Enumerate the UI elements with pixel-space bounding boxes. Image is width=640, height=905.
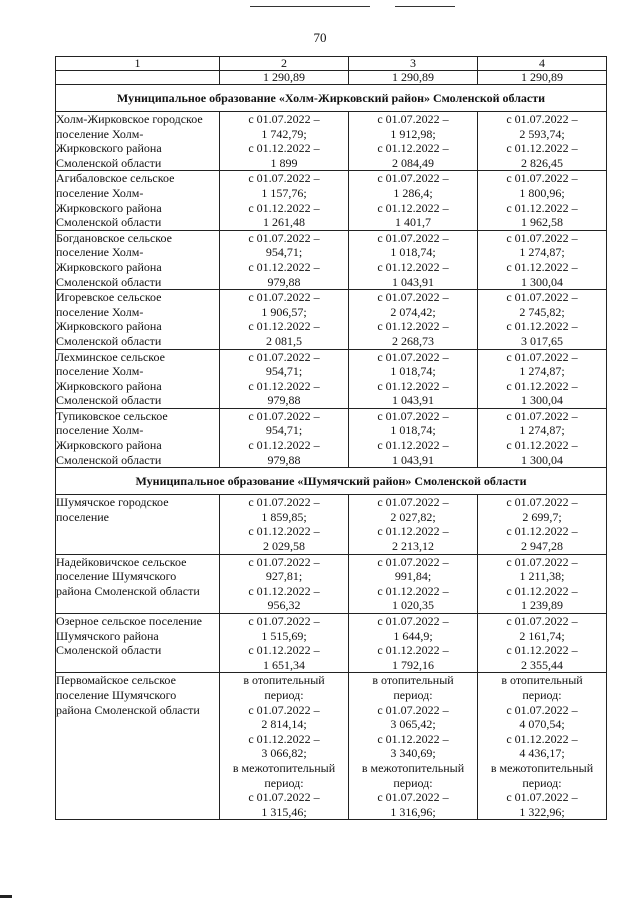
carryover-value-2: 1 290,89 [220,71,349,85]
cell-line: 1 644,9; [393,628,433,643]
cell-line: с 01.12.2022 – [248,524,320,539]
cell-line: 1 742,79; [261,126,307,141]
tariff-value-c2 [220,408,349,467]
tariff-value-c2 [220,171,349,230]
cell-line: с 01.07.2022 – [248,408,320,423]
cell-line: 1 274,87; [519,423,565,438]
cell-line: 1 912,98; [390,126,436,141]
cell-line: с 01.12.2022 – [248,438,320,453]
cell-line: с 01.07.2022 – [506,790,578,805]
cell-line: Игоревское сельское [56,290,162,305]
table-row [56,673,607,820]
cell-line: с 01.12.2022 – [506,259,578,274]
cell-line: с 01.07.2022 – [377,290,449,305]
settlement-name [56,112,220,171]
cell-line: Смоленской области [56,155,162,170]
cell-line: с 01.12.2022 – [377,200,449,215]
cell-line: в отопительный [501,673,583,688]
cell-line: с 01.12.2022 – [248,259,320,274]
carryover-value-4: 1 290,89 [478,71,607,85]
cell-line: Смоленской области [56,274,162,289]
cell-line: с 01.07.2022 – [377,790,449,805]
cell-line: с 01.12.2022 – [506,731,578,746]
cell-line: период: [522,687,562,702]
cell-line: поселение [56,509,110,524]
column-number-4: 4 [478,57,607,71]
section-title: Муниципальное образование «Холм-Жирковский район» Смоленской области [56,85,607,112]
cell-line: 1 043,91 [392,452,434,467]
settlement-name [56,408,220,467]
tariff-value-c3 [349,673,478,820]
cell-line: 2 745,82; [519,304,565,319]
cell-line: 954,71; [265,364,303,379]
tariff-value-c4 [478,554,607,613]
cell-line: 1 859,85; [261,509,307,524]
cell-line: с 01.07.2022 – [506,614,578,628]
tariff-value-c2 [220,554,349,613]
cell-line: 2 161,74; [519,628,565,643]
settlement-name [56,554,220,613]
cell-line: период: [264,775,304,790]
table-row [56,171,607,230]
tariff-value-c2 [220,614,349,673]
cell-line: 979,88 [267,274,301,289]
cell-line: 2 027,82; [390,509,436,524]
cell-line: с 01.07.2022 – [506,408,578,423]
cell-line: с 01.07.2022 – [248,112,320,126]
cell-line: 2 699,7; [522,509,562,524]
cell-line: 2 814,14; [261,717,307,732]
cell-line: Смоленской области [56,333,162,348]
cell-line: 979,88 [267,393,301,408]
cell-line: с 01.12.2022 – [506,378,578,393]
cell-line: 2 593,74; [519,126,565,141]
cell-line: поселение Холм- [56,245,144,260]
cell-line: Лехминское сельское [56,349,165,364]
table-row [56,408,607,467]
cell-line: 1 962,58 [521,215,563,230]
cell-line: Первомайское сельское [56,673,176,688]
cell-line: с 01.07.2022 – [506,495,578,510]
cell-line: с 01.12.2022 – [506,438,578,453]
cell-line: Смоленской области [56,215,162,230]
cell-line: с 01.07.2022 – [248,290,320,305]
cell-line: Жирковского района [56,319,162,334]
cell-line: в межотопительный [361,760,465,775]
cell-line: с 01.07.2022 – [248,349,320,364]
column-number-3: 3 [349,57,478,71]
cell-line: Тупиковское сельское [56,408,168,423]
cell-line: с 01.07.2022 – [377,702,449,717]
cell-line: 2 084,49 [392,155,434,170]
cell-line: с 01.07.2022 – [248,495,320,510]
cell-line: с 01.12.2022 – [506,524,578,539]
tariff-value-c3 [349,112,478,171]
cell-line: 1 316,96; [390,804,436,819]
cell-line: 1 286,4; [393,185,433,200]
cell-line: 3 066,82; [261,746,307,761]
cell-line: 1 651,34 [263,657,305,672]
cell-line: с 01.12.2022 – [377,731,449,746]
cell-line: с 01.12.2022 – [248,378,320,393]
section-header-row [56,468,607,495]
carryover-row [56,71,607,85]
tariff-value-c4 [478,171,607,230]
cell-line: с 01.07.2022 – [506,349,578,364]
cell-line: период: [393,775,433,790]
table-row [56,230,607,289]
cell-line: Холм-Жирковское городское [56,112,203,126]
cell-line: с 01.07.2022 – [248,790,320,805]
page-number: 70 [313,30,327,45]
cell-line: Озерное сельское поселение [56,614,202,628]
tariff-value-c2 [220,230,349,289]
cell-line: Агибаловское сельское [56,171,175,186]
cell-line: поселение Холм- [56,423,144,438]
tariff-value-c4 [478,230,607,289]
cell-line: с 01.12.2022 – [506,200,578,215]
cell-line: Смоленской области [56,393,162,408]
tariff-value-c3 [349,230,478,289]
column-number-row [56,57,607,71]
cell-line: в отопительный [372,673,454,688]
cell-line: с 01.12.2022 – [506,643,578,658]
cell-line: с 01.12.2022 – [248,141,320,156]
cell-line: 1 157,76; [261,185,307,200]
cell-line: 954,71; [265,423,303,438]
table-row [56,614,607,673]
cell-line: 1 211,38; [519,569,565,584]
tariff-value-c3 [349,349,478,408]
cell-line: 2 355,44 [521,657,563,672]
table-row [56,495,607,554]
settlement-name [56,171,220,230]
cell-line: Жирковского района [56,438,162,453]
cell-line: с 01.12.2022 – [377,524,449,539]
settlement-name [56,495,220,554]
cell-line: с 01.07.2022 – [377,408,449,423]
cell-line: с 01.12.2022 – [248,643,320,658]
cell-line: 2 947,28 [521,539,563,554]
tariff-value-c2 [220,673,349,820]
cell-line: поселение Холм- [56,304,144,319]
settlement-name [56,614,220,673]
cell-line: 2 074,42; [390,304,436,319]
tariff-value-c4 [478,408,607,467]
cell-line: с 01.12.2022 – [377,583,449,598]
cell-line: с 01.07.2022 – [248,554,320,569]
cell-line: 1 899 [270,155,298,170]
cell-line: с 01.07.2022 – [377,554,449,569]
table-row [56,349,607,408]
top-scan-line [250,6,370,7]
tariff-value-c2 [220,290,349,349]
cell-line: 956,32 [267,598,301,613]
cell-line: Смоленской области [56,643,162,658]
column-number-2: 2 [220,57,349,71]
cell-line: с 01.07.2022 – [248,171,320,186]
cell-line: с 01.07.2022 – [248,614,320,628]
cell-line: с 01.12.2022 – [377,438,449,453]
cell-line: поселение Шумячского [56,687,177,702]
cell-line: 1 300,04 [521,452,563,467]
cell-line: в отопительный [243,673,325,688]
cell-line: 1 906,57; [261,304,307,319]
cell-line: 3 340,69; [390,746,436,761]
cell-line: 1 300,04 [521,393,563,408]
cell-line: Надейковичское сельское [56,554,187,569]
cell-line: 1 515,69; [261,628,307,643]
tariff-value-c4 [478,495,607,554]
cell-line: 2 826,45 [521,155,563,170]
tariff-value-c3 [349,614,478,673]
tariff-value-c3 [349,290,478,349]
cell-line: района Смоленской области [56,583,200,598]
cell-line: поселение Холм- [56,364,144,379]
cell-line: поселение Шумячского [56,569,177,584]
cell-line: 1 043,91 [392,393,434,408]
table-row [56,554,607,613]
cell-line: с 01.12.2022 – [506,141,578,156]
cell-line: 1 792,16 [392,657,434,672]
carryover-name [56,71,220,85]
cell-line: с 01.07.2022 – [377,495,449,510]
table-row [56,290,607,349]
cell-line: 1 274,87; [519,364,565,379]
cell-line: Смоленской области [56,452,162,467]
tariff-value-c2 [220,349,349,408]
cell-line: с 01.12.2022 – [248,200,320,215]
cell-line: с 01.07.2022 – [506,230,578,245]
cell-line: с 01.07.2022 – [506,702,578,717]
cell-line: 2 213,12 [392,539,434,554]
section-header-row [56,85,607,112]
cell-line: с 01.12.2022 – [506,583,578,598]
cell-line: с 01.07.2022 – [377,112,449,126]
tariff-value-c2 [220,495,349,554]
cell-line: Жирковского района [56,259,162,274]
cell-line: 4 436,17; [519,746,565,761]
cell-line: 927,81; [265,569,303,584]
cell-line: 4 070,54; [519,717,565,732]
cell-line: 1 401,7 [395,215,431,230]
tariff-value-c4 [478,112,607,171]
tariff-value-c3 [349,171,478,230]
cell-line: период: [393,687,433,702]
cell-line: с 01.07.2022 – [377,614,449,628]
cell-line: 3 065,42; [390,717,436,732]
settlement-name [56,349,220,408]
cell-line: в межотопительный [490,760,594,775]
cell-line: с 01.07.2022 – [377,171,449,186]
cell-line: 1 300,04 [521,274,563,289]
tariff-value-c2 [220,112,349,171]
cell-line: 1 274,87; [519,245,565,260]
tariff-value-c3 [349,408,478,467]
section-title: Муниципальное образование «Шумячский район» Смоленской области [56,468,607,495]
tariff-value-c4 [478,673,607,820]
cell-line: 1 018,74; [390,245,436,260]
cell-line: с 01.07.2022 – [506,171,578,186]
cell-line: с 01.12.2022 – [377,319,449,334]
cell-line: с 01.12.2022 – [248,731,320,746]
cell-line: с 01.12.2022 – [377,259,449,274]
cell-line: с 01.12.2022 – [248,583,320,598]
cell-line: поселение Холм- [56,185,144,200]
cell-line: 979,88 [267,452,301,467]
cell-line: 1 043,91 [392,274,434,289]
cell-line: Шумячское городское [56,495,169,510]
cell-line: с 01.07.2022 – [506,554,578,569]
cell-line: 1 020,35 [392,598,434,613]
settlement-name [56,290,220,349]
table-row [56,112,607,171]
cell-line: с 01.12.2022 – [248,319,320,334]
column-number-1: 1 [56,57,220,71]
cell-line: с 01.07.2022 – [506,290,578,305]
cell-line: в межотопительный [232,760,336,775]
cell-line: 2 268,73 [392,333,434,348]
cell-line: 1 315,46; [261,804,307,819]
settlement-name [56,230,220,289]
tariff-value-c4 [478,614,607,673]
cell-line: с 01.12.2022 – [377,378,449,393]
cell-line: Богдановское сельское [56,230,172,245]
tariff-table [55,56,607,820]
cell-line: с 01.12.2022 – [506,319,578,334]
cell-line: 1 261,48 [263,215,305,230]
cell-line: 1 322,96; [519,804,565,819]
cell-line: 3 017,65 [521,333,563,348]
cell-line: с 01.12.2022 – [377,643,449,658]
carryover-value-3: 1 290,89 [349,71,478,85]
cell-line: 991,84; [394,569,432,584]
cell-line: 1 018,74; [390,423,436,438]
cell-line: Жирковского района [56,141,162,156]
tariff-value-c3 [349,495,478,554]
top-scan-line-right [395,6,455,7]
cell-line: поселение Холм- [56,126,144,141]
cell-line: с 01.07.2022 – [248,702,320,717]
cell-line: период: [522,775,562,790]
cell-line: Шумячского района [56,628,159,643]
cell-line: 2 029,58 [263,539,305,554]
cell-line: 2 081,5 [266,333,302,348]
cell-line: с 01.07.2022 – [248,230,320,245]
tariff-value-c4 [478,290,607,349]
cell-line: 1 239,89 [521,598,563,613]
tariff-table-body [56,57,607,820]
cell-line: 954,71; [265,245,303,260]
cell-line: период: [264,687,304,702]
cell-line: Жирковского района [56,200,162,215]
settlement-name [56,673,220,820]
cell-line: с 01.07.2022 – [377,230,449,245]
cell-line: района Смоленской области [56,702,200,717]
cell-line: 1 800,96; [519,185,565,200]
bottom-edge-mark [0,895,12,898]
cell-line: 1 018,74; [390,364,436,379]
cell-line: с 01.07.2022 – [506,112,578,126]
cell-line: с 01.12.2022 – [377,141,449,156]
cell-line: с 01.07.2022 – [377,349,449,364]
tariff-value-c3 [349,554,478,613]
cell-line: Жирковского района [56,378,162,393]
tariff-value-c4 [478,349,607,408]
